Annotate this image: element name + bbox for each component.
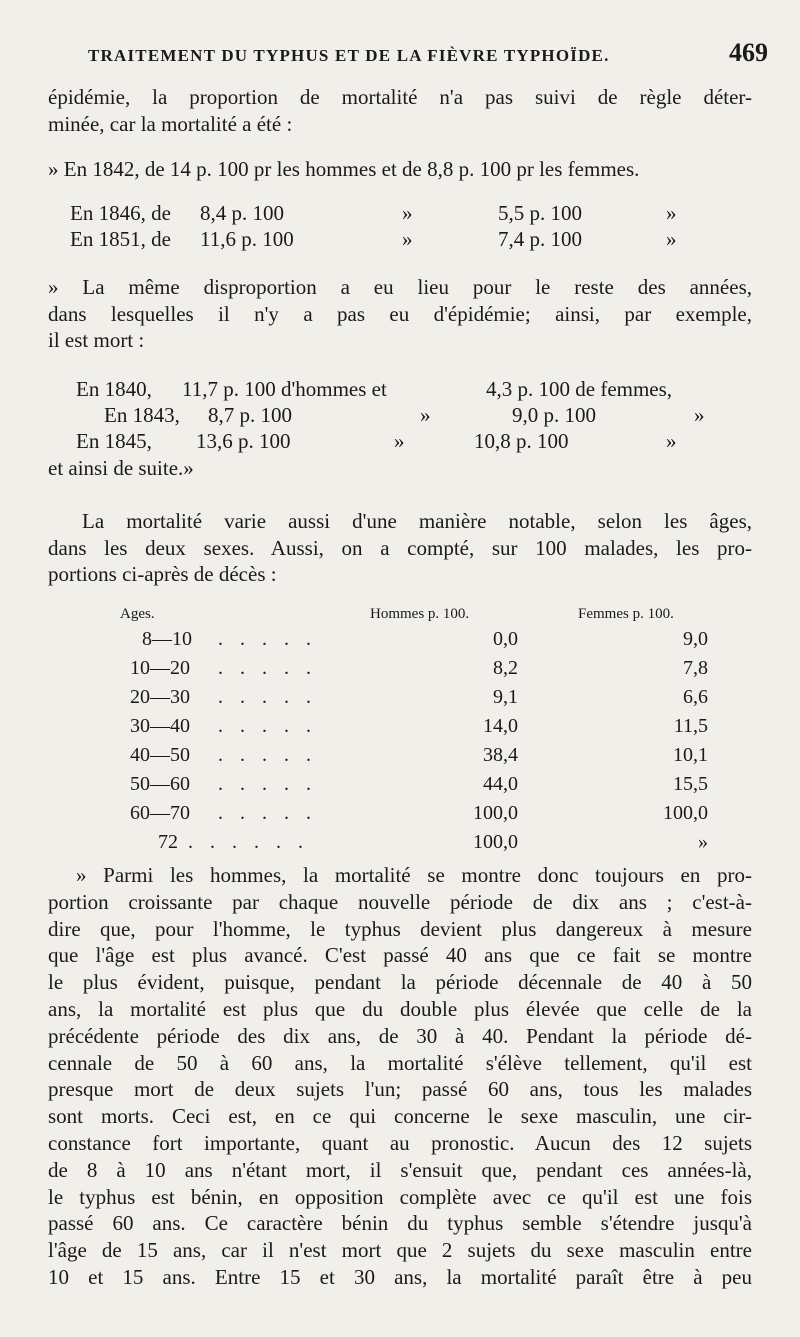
women-rate: 4,3 p. 100 de femmes, <box>486 377 673 401</box>
text-line: il est mort : <box>48 328 145 352</box>
text-line: sont morts. Ceci est, en ce qui concerne le sexe masculin, une cir- <box>48 1104 752 1129</box>
ditto-mark: » <box>394 429 405 453</box>
table-row <box>48 686 752 715</box>
age-cell: 40—50 <box>130 744 190 766</box>
dot-leader: . . . . . <box>218 628 317 650</box>
dot-leader: . . . . . <box>218 657 317 679</box>
table-row <box>48 802 752 831</box>
table-row <box>48 744 752 773</box>
men-column-header: Hommes p. 100. <box>370 606 470 622</box>
text-line: et ainsi de suite.» <box>48 456 194 480</box>
running-title: TRAITEMENT DU TYPHUS ET DE LA FIÈVRE TYPHOÏDE. <box>88 46 610 65</box>
age-cell: 50—60 <box>130 773 190 795</box>
page-number: 469 <box>729 38 768 67</box>
women-rate: 9,0 p. 100 <box>512 403 596 427</box>
ditto-mark: » <box>666 429 677 453</box>
table-row <box>48 715 752 744</box>
text-line: épidémie, la proportion de mortalité n'a pas suivi de règle déter- <box>48 85 752 109</box>
ditto-mark: » <box>694 403 705 427</box>
text-line: presque mort de deux sujets l'un; passé 60 ans, tous les malades <box>48 1077 752 1102</box>
text-line: » Parmi les hommes, la mortalité se montre donc toujours en pro- <box>76 863 752 887</box>
men-rate: 11,7 p. 100 d'hommes et <box>182 377 387 401</box>
text-line: 10 et 15 ans. Entre 15 et 30 ans, la mortalité paraît être à peu <box>48 1264 752 1289</box>
text-line: que l'âge est plus avancé. C'est passé 40 ans que ce fait se montre <box>48 943 752 968</box>
women-cell: 6,6 <box>683 686 708 708</box>
women-rate: 5,5 p. 100 <box>498 201 582 225</box>
dot-leader: . . . . . <box>218 773 317 795</box>
text-line: de 8 à 10 ans n'étant mort, il s'ensuit que, pendant ces années-là, <box>48 1157 752 1182</box>
women-cell: 10,1 <box>673 744 708 766</box>
text-line: portions ci-après de décès : <box>48 562 277 586</box>
dot-leader: . . . . . <box>218 744 317 766</box>
men-cell: 100,0 <box>473 831 518 853</box>
men-cell: 44,0 <box>483 773 518 795</box>
age-cell: 8—10 <box>142 628 192 650</box>
men-cell: 0,0 <box>493 628 518 650</box>
ditto-mark: » <box>666 227 677 251</box>
text-line: précédente période des dix ans, de 30 à 40. Pendant la période dé- <box>48 1023 752 1048</box>
age-cell: 30—40 <box>130 715 190 737</box>
et-ainsi-line <box>48 455 752 481</box>
men-cell: 100,0 <box>473 802 518 824</box>
text-line: » La même disproportion a eu lieu pour le reste des années, <box>48 275 752 299</box>
women-cell: » <box>698 831 708 853</box>
men-rate: 8,7 p. 100 <box>208 403 292 427</box>
year-label: En 1843, <box>104 403 180 427</box>
text-line: minée, car la mortalité a été : <box>48 111 293 136</box>
women-cell: 15,5 <box>673 773 708 795</box>
text-line: constance fort importante, quant au pronostic. Aucun des 12 sujets <box>48 1130 752 1155</box>
dot-leader: . . . . . <box>218 686 317 708</box>
disproportion-paragraph <box>48 274 752 354</box>
text-line: dans les deux sexes. Aussi, on a compté, sur 100 malades, les pro- <box>48 535 752 560</box>
table-row <box>48 773 752 802</box>
table-row <box>48 657 752 686</box>
text-line: l'âge de 15 ans, car il n'est mort que 2 sujets du sexe masculin entre <box>48 1238 752 1263</box>
text-line: portion croissante par chaque nouvelle période de dix ans ; c'est-à- <box>48 889 752 914</box>
ages-paragraph <box>48 508 752 588</box>
men-cell: 9,1 <box>493 686 518 708</box>
year-label: En 1851, de <box>70 227 171 251</box>
closing-paragraph <box>48 862 752 1291</box>
men-rate: 11,6 p. 100 <box>200 227 294 251</box>
women-cell: 9,0 <box>683 628 708 650</box>
men-cell: 14,0 <box>483 715 518 737</box>
women-cell: 100,0 <box>663 802 708 824</box>
men-cell: 8,2 <box>493 657 518 679</box>
women-column-header: Femmes p. 100. <box>578 606 674 622</box>
age-cell: 10—20 <box>130 657 190 679</box>
men-cell: 38,4 <box>483 744 518 766</box>
age-mortality-table <box>48 602 752 860</box>
ditto-mark: » <box>402 227 413 251</box>
text-line: dire que, pour l'homme, le typhus devient plus dangereux à mesure <box>48 916 752 941</box>
table-row <box>48 831 752 860</box>
epidemic-1842-line <box>48 156 752 182</box>
women-rate: 10,8 p. 100 <box>474 429 569 453</box>
table-header <box>48 602 752 628</box>
year-label: En 1840, <box>76 377 152 401</box>
year-label: En 1846, de <box>70 201 171 225</box>
ditto-mark: » <box>402 201 413 225</box>
text-line: passé 60 ans. Ce caractère bénin du typhus semble s'étendre jusqu'à <box>48 1211 752 1236</box>
ages-column-header: Ages. <box>120 606 155 622</box>
men-rate: 13,6 p. 100 <box>196 429 291 453</box>
page-header <box>88 38 768 74</box>
text-line: le plus évident, puisque, pendant la période décennale de 40 à 50 <box>48 970 752 995</box>
age-cell: 72 <box>158 831 178 853</box>
ditto-mark: » <box>666 201 677 225</box>
text-line: » En 1842, de 14 p. 100 pr les hommes et de 8,8 p. 100 pr les femmes. <box>48 157 640 181</box>
intro-paragraph <box>48 84 752 137</box>
text-line: ans, la mortalité est plus que du double plus élevée que celle de la <box>48 996 752 1021</box>
dot-leader: . . . . . <box>218 802 317 824</box>
text-line: dans lesquelles il n'y a pas eu d'épidémie; ainsi, par exemple, <box>48 301 752 326</box>
dot-leader: . . . . . . <box>188 831 309 853</box>
dot-leader: . . . . . <box>218 715 317 737</box>
women-cell: 11,5 <box>673 715 708 737</box>
year-label: En 1845, <box>76 429 152 453</box>
women-rate: 7,4 p. 100 <box>498 227 582 251</box>
age-cell: 20—30 <box>130 686 190 708</box>
women-cell: 7,8 <box>683 657 708 679</box>
ditto-mark: » <box>420 403 431 427</box>
men-rate: 8,4 p. 100 <box>200 201 284 225</box>
table-row <box>48 628 752 657</box>
age-cell: 60—70 <box>130 802 190 824</box>
text-line: cennale de 50 à 60 ans, la mortalité s'élève tellement, qu'il est <box>48 1050 752 1075</box>
text-line: le typhus est bénin, en opposition complète avec ce qu'il est une fois <box>48 1184 752 1209</box>
text-line: La mortalité varie aussi d'une manière notable, selon les âges, <box>82 509 752 533</box>
